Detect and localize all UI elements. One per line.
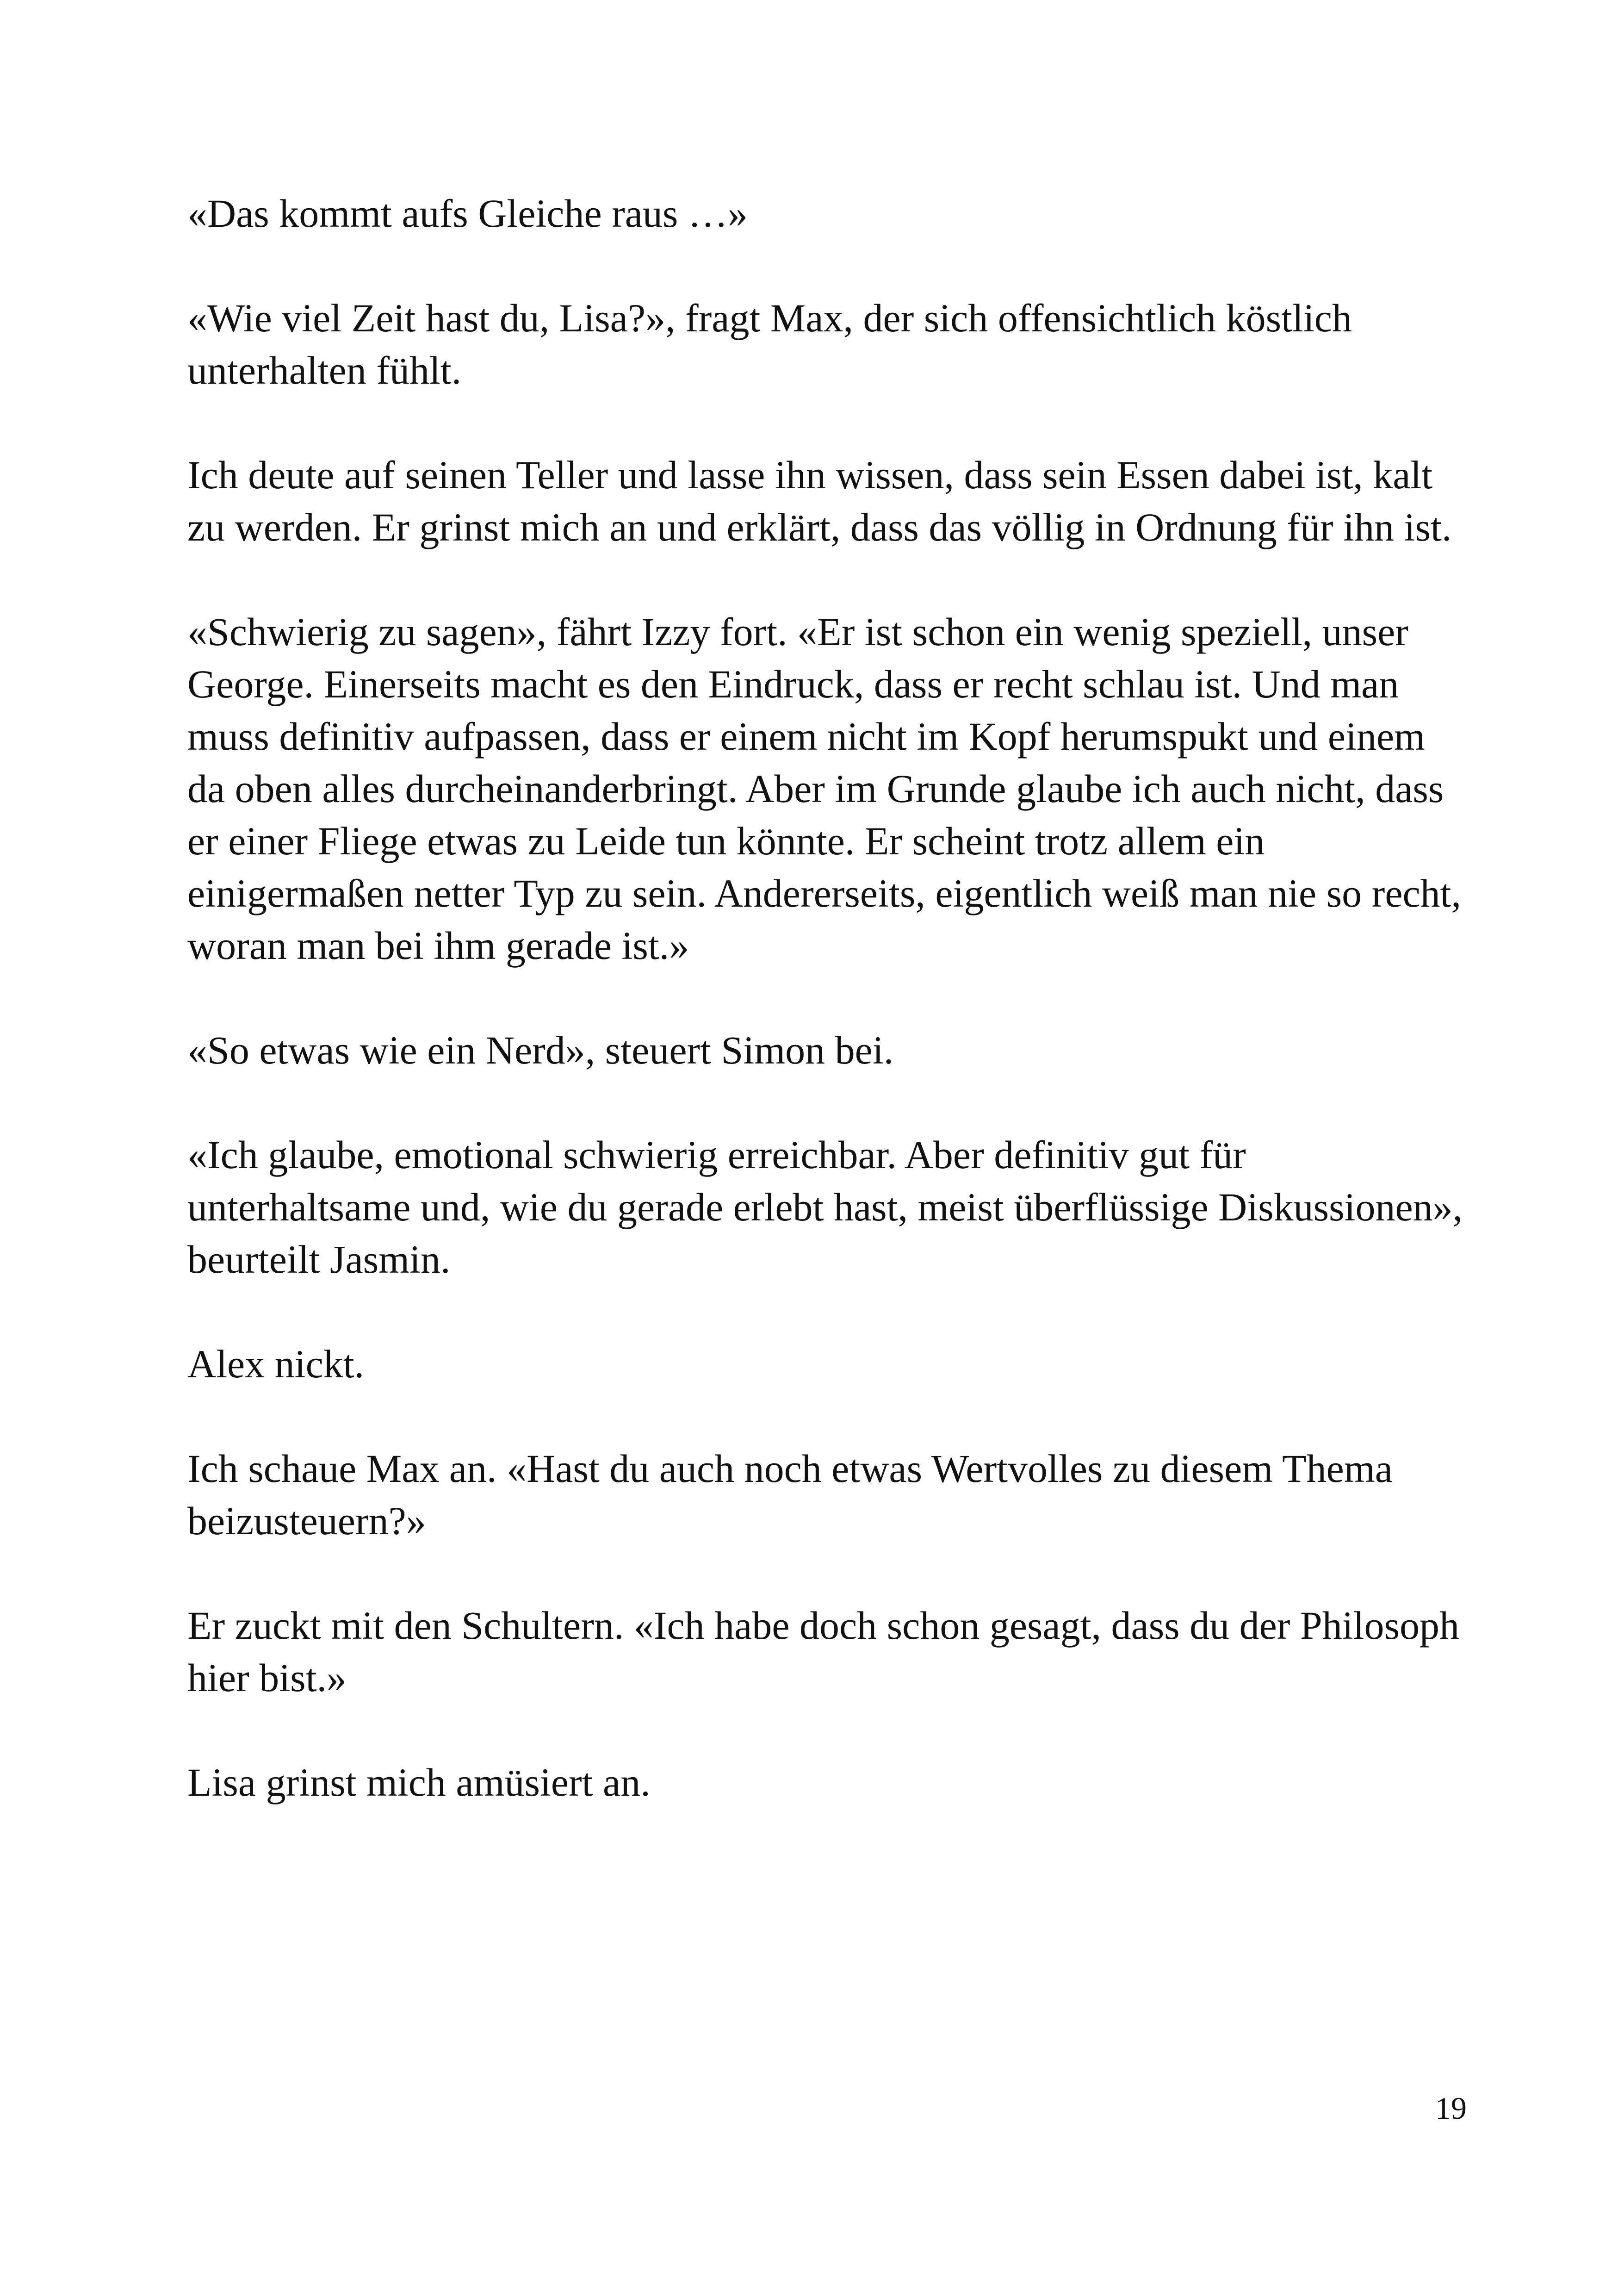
body-text (187, 187, 1464, 1861)
paragraph-5: «So etwas wie ein Nerd», steuert Simon bei. (187, 1028, 894, 1072)
paragraph-1: «Das kommt aufs Gleiche raus …» (187, 191, 748, 236)
paragraph-7: Alex nickt. (187, 1342, 365, 1386)
paragraph-9: Er zuckt mit den Schultern. «Ich habe doch schon gesagt, dass du der Philosoph hier bist.» (187, 1603, 1460, 1700)
paragraph-4: «Schwierig zu sagen», fährt Izzy fort. «Er ist schon ein wenig speziell, unser George. Einerseits macht es den Eindruck, dass er recht schlau ist. Und man muss definitiv aufpassen, dass er einem nicht im Kopf herumspukt und einem da oben alles durcheinanderbringt. Aber im Grunde glaube ich auch nicht, dass er einer Fliege etwas zu Leide tun könnte. Er scheint trotz allem ein einigermaßen netter Typ zu sein. Andererseits, eigentlich weiß man nie so recht, woran man bei ihm gerade ist.» (187, 610, 1462, 968)
page-number: 19 (1435, 2091, 1467, 2126)
paragraph-2: «Wie viel Zeit hast du, Lisa?», fragt Max, der sich offensichtlich köstlich unterhalten fühlt. (187, 296, 1352, 392)
paragraph-6: «Ich glaube, emotional schwierig erreichbar. Aber definitiv gut für unterhaltsame und, wie du gerade erlebt hast, meist überflüssige Diskussionen», beurteilt Jasmin. (187, 1132, 1463, 1282)
paragraph-8: Ich schaue Max an. «Hast du auch noch etwas Wertvolles zu diesem Thema beizusteuern?» (187, 1446, 1393, 1543)
paragraph-3: Ich deute auf seinen Teller und lasse ihn wissen, dass sein Essen dabei ist, kalt zu werden. Er grinst mich an und erklärt, dass das völlig in Ordnung für ihn ist. (187, 453, 1452, 549)
paragraph-10: Lisa grinst mich amüsiert an. (187, 1760, 651, 1804)
